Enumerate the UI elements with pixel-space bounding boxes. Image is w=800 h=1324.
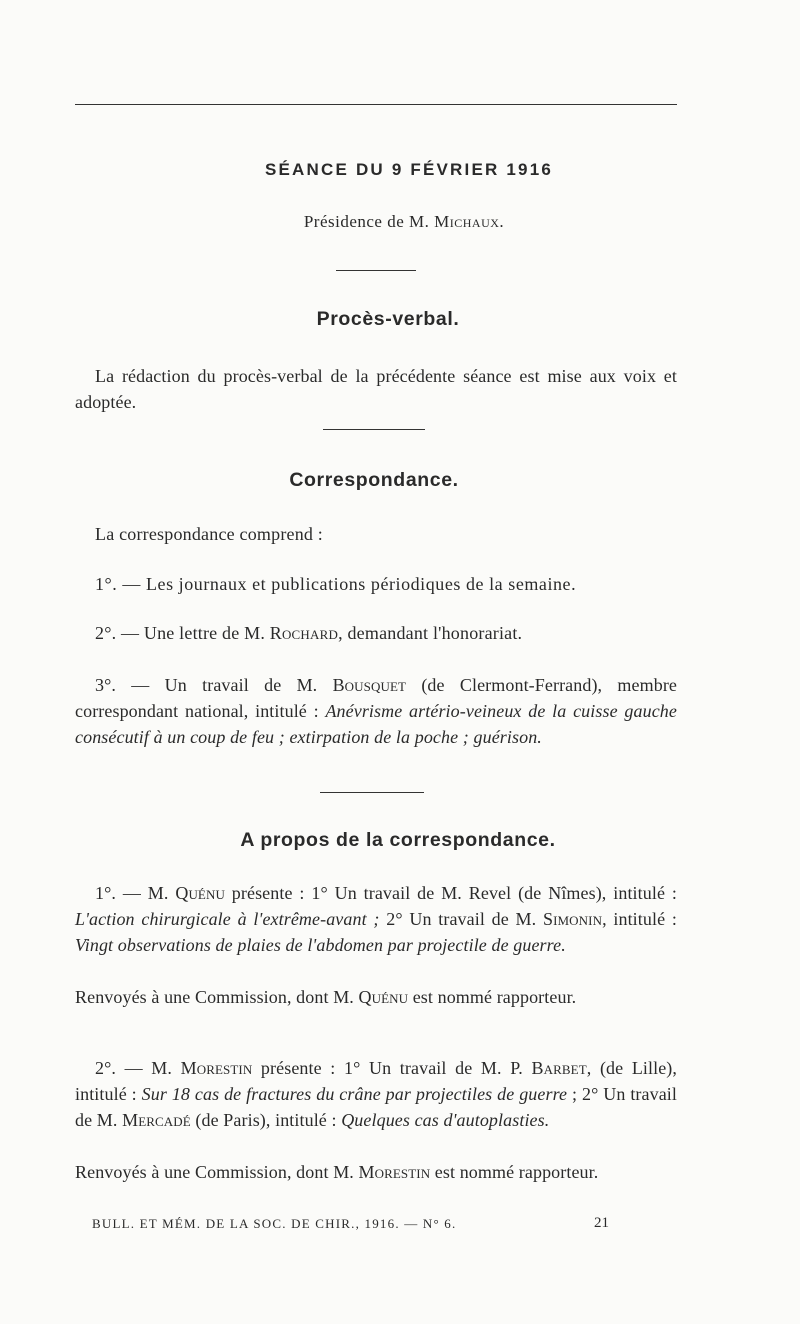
item2-name: Rochard bbox=[269, 623, 339, 643]
p2-renvoi-b: est nommé rapporteur. bbox=[430, 1162, 599, 1182]
correspondance-item-2 bbox=[95, 623, 522, 644]
p2-title-1: Sur 18 cas de fractures du crâne par projectiles de guerre bbox=[141, 1084, 568, 1104]
presidence-name: Michaux bbox=[434, 212, 500, 231]
proces-verbal-heading: Procès-verbal. bbox=[316, 308, 460, 330]
item3-prefix: 3°. — Un travail de M. bbox=[95, 675, 333, 695]
p1-a: 1°. — M. bbox=[95, 883, 176, 903]
p1-renvoi-a: Renvoyés à une Commission, dont M. bbox=[75, 987, 359, 1007]
item3-mid: (de Clermont-Ferrand), membre correspondant national, intitulé : bbox=[75, 675, 678, 721]
p1-title-2: Vingt observations de plaies de l'abdomen par projectile de guerre. bbox=[75, 935, 566, 955]
p2-name-3: Mercadé bbox=[122, 1110, 191, 1130]
p1-name: Quénu bbox=[175, 883, 225, 903]
a-propos-renvoi-1 bbox=[75, 984, 677, 1010]
correspondance-item-3 bbox=[75, 672, 677, 750]
a-propos-heading: A propos de la correspondance. bbox=[240, 829, 556, 851]
p1-renvoi-name: Quénu bbox=[358, 987, 409, 1007]
item2-prefix: 2°. — Une lettre de M. bbox=[95, 623, 270, 643]
p2-b: présente : 1° Un travail de M. P. bbox=[252, 1058, 532, 1078]
p1-d: , intitulé : bbox=[602, 909, 677, 929]
divider-1 bbox=[336, 270, 416, 271]
divider-3 bbox=[320, 792, 424, 793]
p2-a: 2°. — M. bbox=[95, 1058, 181, 1078]
p2-renvoi-name: Morestin bbox=[358, 1162, 431, 1182]
proces-verbal-text: La rédaction du procès-verbal de la précédente séance est mise aux voix et adoptée. bbox=[75, 366, 677, 412]
p2-c: , (de Lille), intitulé : bbox=[75, 1058, 678, 1104]
p2-name-2: Barbet bbox=[531, 1058, 587, 1078]
page-number: 21 bbox=[594, 1215, 609, 1231]
a-propos-renvoi-2 bbox=[75, 1159, 677, 1185]
correspondance-heading: Correspondance. bbox=[289, 469, 459, 491]
meeting-title: SÉANCE DU 9 FÉVRIER 1916 bbox=[264, 160, 554, 179]
presidence-prefix: Présidence de M. bbox=[303, 212, 435, 231]
presidence-suffix: . bbox=[499, 212, 505, 231]
item3-title: Anévrisme artério-veineux de la cuisse gauche consécutif à un coup de feu ; extirpation de la poche ; guérison. bbox=[75, 701, 677, 747]
p1-title-1: L'action chirurgicale à l'extrême-avant ; bbox=[75, 909, 380, 929]
item2-suffix: , demandant l'honorariat. bbox=[338, 623, 523, 643]
p1-c: 2° Un travail de M. bbox=[379, 909, 543, 929]
top-rule bbox=[75, 104, 677, 105]
p2-title-2: Quelques cas d'autoplasties. bbox=[341, 1110, 550, 1130]
p2-name: Morestin bbox=[180, 1058, 253, 1078]
correspondance-item-1: 1°. — Les journaux et publications périodiques de la semaine. bbox=[95, 574, 577, 594]
presidence-line bbox=[8, 212, 800, 232]
p1-name-2: Simonin bbox=[542, 909, 603, 929]
a-propos-paragraph-2 bbox=[75, 1055, 677, 1133]
p1-renvoi-b: est nommé rapporteur. bbox=[408, 987, 577, 1007]
p2-d: ; 2° Un travail de M. bbox=[75, 1084, 677, 1130]
item3-name: Bousquet bbox=[332, 675, 407, 695]
correspondance-intro: La correspondance comprend : bbox=[95, 524, 323, 544]
divider-2 bbox=[323, 429, 425, 430]
running-footer: BULL. ET MÉM. DE LA SOC. DE CHIR., 1916. — N° 6. bbox=[92, 1216, 457, 1231]
p2-e: (de Paris), intitulé : bbox=[190, 1110, 342, 1130]
p1-b: présente : 1° Un travail de M. Revel (de Nîmes), intitulé : bbox=[224, 883, 677, 903]
a-propos-paragraph-1 bbox=[75, 880, 677, 958]
p2-renvoi-a: Renvoyés à une Commission, dont M. bbox=[75, 1162, 359, 1182]
